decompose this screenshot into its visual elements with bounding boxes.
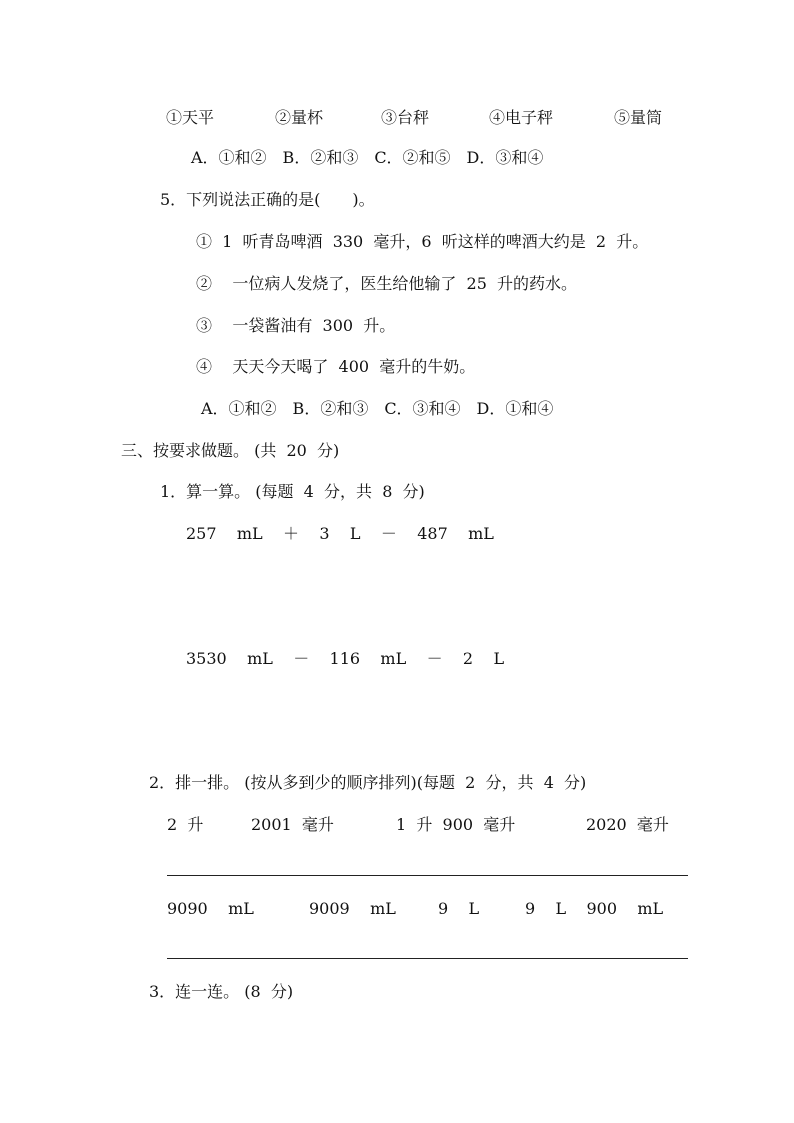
q2-quantity: 1 升 900 毫升 (396, 815, 516, 834)
q2-quantity: 9 L 900 mL (525, 899, 664, 918)
q2-quantities-row (0, 815, 794, 835)
q5-statement: ③ 一袋酱油有 300 升。 (196, 316, 396, 335)
q5-statement: ④ 天天今天喝了 400 毫升的牛奶。 (196, 357, 476, 376)
q2-quantities-row (0, 899, 794, 919)
q3-stem: 3．连一连。 (8 分) (149, 982, 294, 1001)
q4-options: A．①和② B．②和③ C．②和⑤ D．③和④ (191, 148, 544, 167)
q2-quantity: 2020 毫升 (586, 815, 669, 834)
answer-line (167, 875, 688, 876)
q4-item: ⑤量筒 (614, 108, 663, 127)
q1-expression: 3530 mL － 116 mL － 2 L (186, 649, 505, 668)
q2-quantity: 9 L (438, 899, 480, 918)
q5-statement: ② 一位病人发烧了，医生给他输了 25 升的药水。 (196, 274, 578, 293)
q2-quantity: 2001 毫升 (251, 815, 334, 834)
q1-stem: 1．算一算。 (每题 4 分，共 8 分) (160, 482, 425, 501)
answer-line (167, 958, 688, 959)
section-heading: 三、按要求做题。 (共 20 分) (121, 441, 340, 460)
q4-items-row (0, 108, 794, 128)
q4-item: ②量杯 (275, 108, 324, 127)
q2-stem: 2．排一排。 (按从多到少的顺序排列)(每题 2 分，共 4 分) (149, 773, 587, 792)
q4-item: ①天平 (166, 108, 215, 127)
q4-item: ③台秤 (381, 108, 430, 127)
q5-options: A．①和② B．②和③ C．③和④ D．①和④ (201, 399, 554, 418)
q1-expression: 257 mL ＋ 3 L － 487 mL (186, 524, 494, 543)
q5-statement: ① 1 听青岛啤酒 330 毫升，6 听这样的啤酒大约是 2 升。 (196, 232, 649, 251)
q2-quantity: 2 升 (167, 815, 204, 834)
q2-quantity: 9009 mL (309, 899, 396, 918)
q2-quantity: 9090 mL (167, 899, 254, 918)
q4-item: ④电子秤 (489, 108, 554, 127)
q5-stem: 5．下列说法正确的是( )。 (160, 190, 375, 209)
